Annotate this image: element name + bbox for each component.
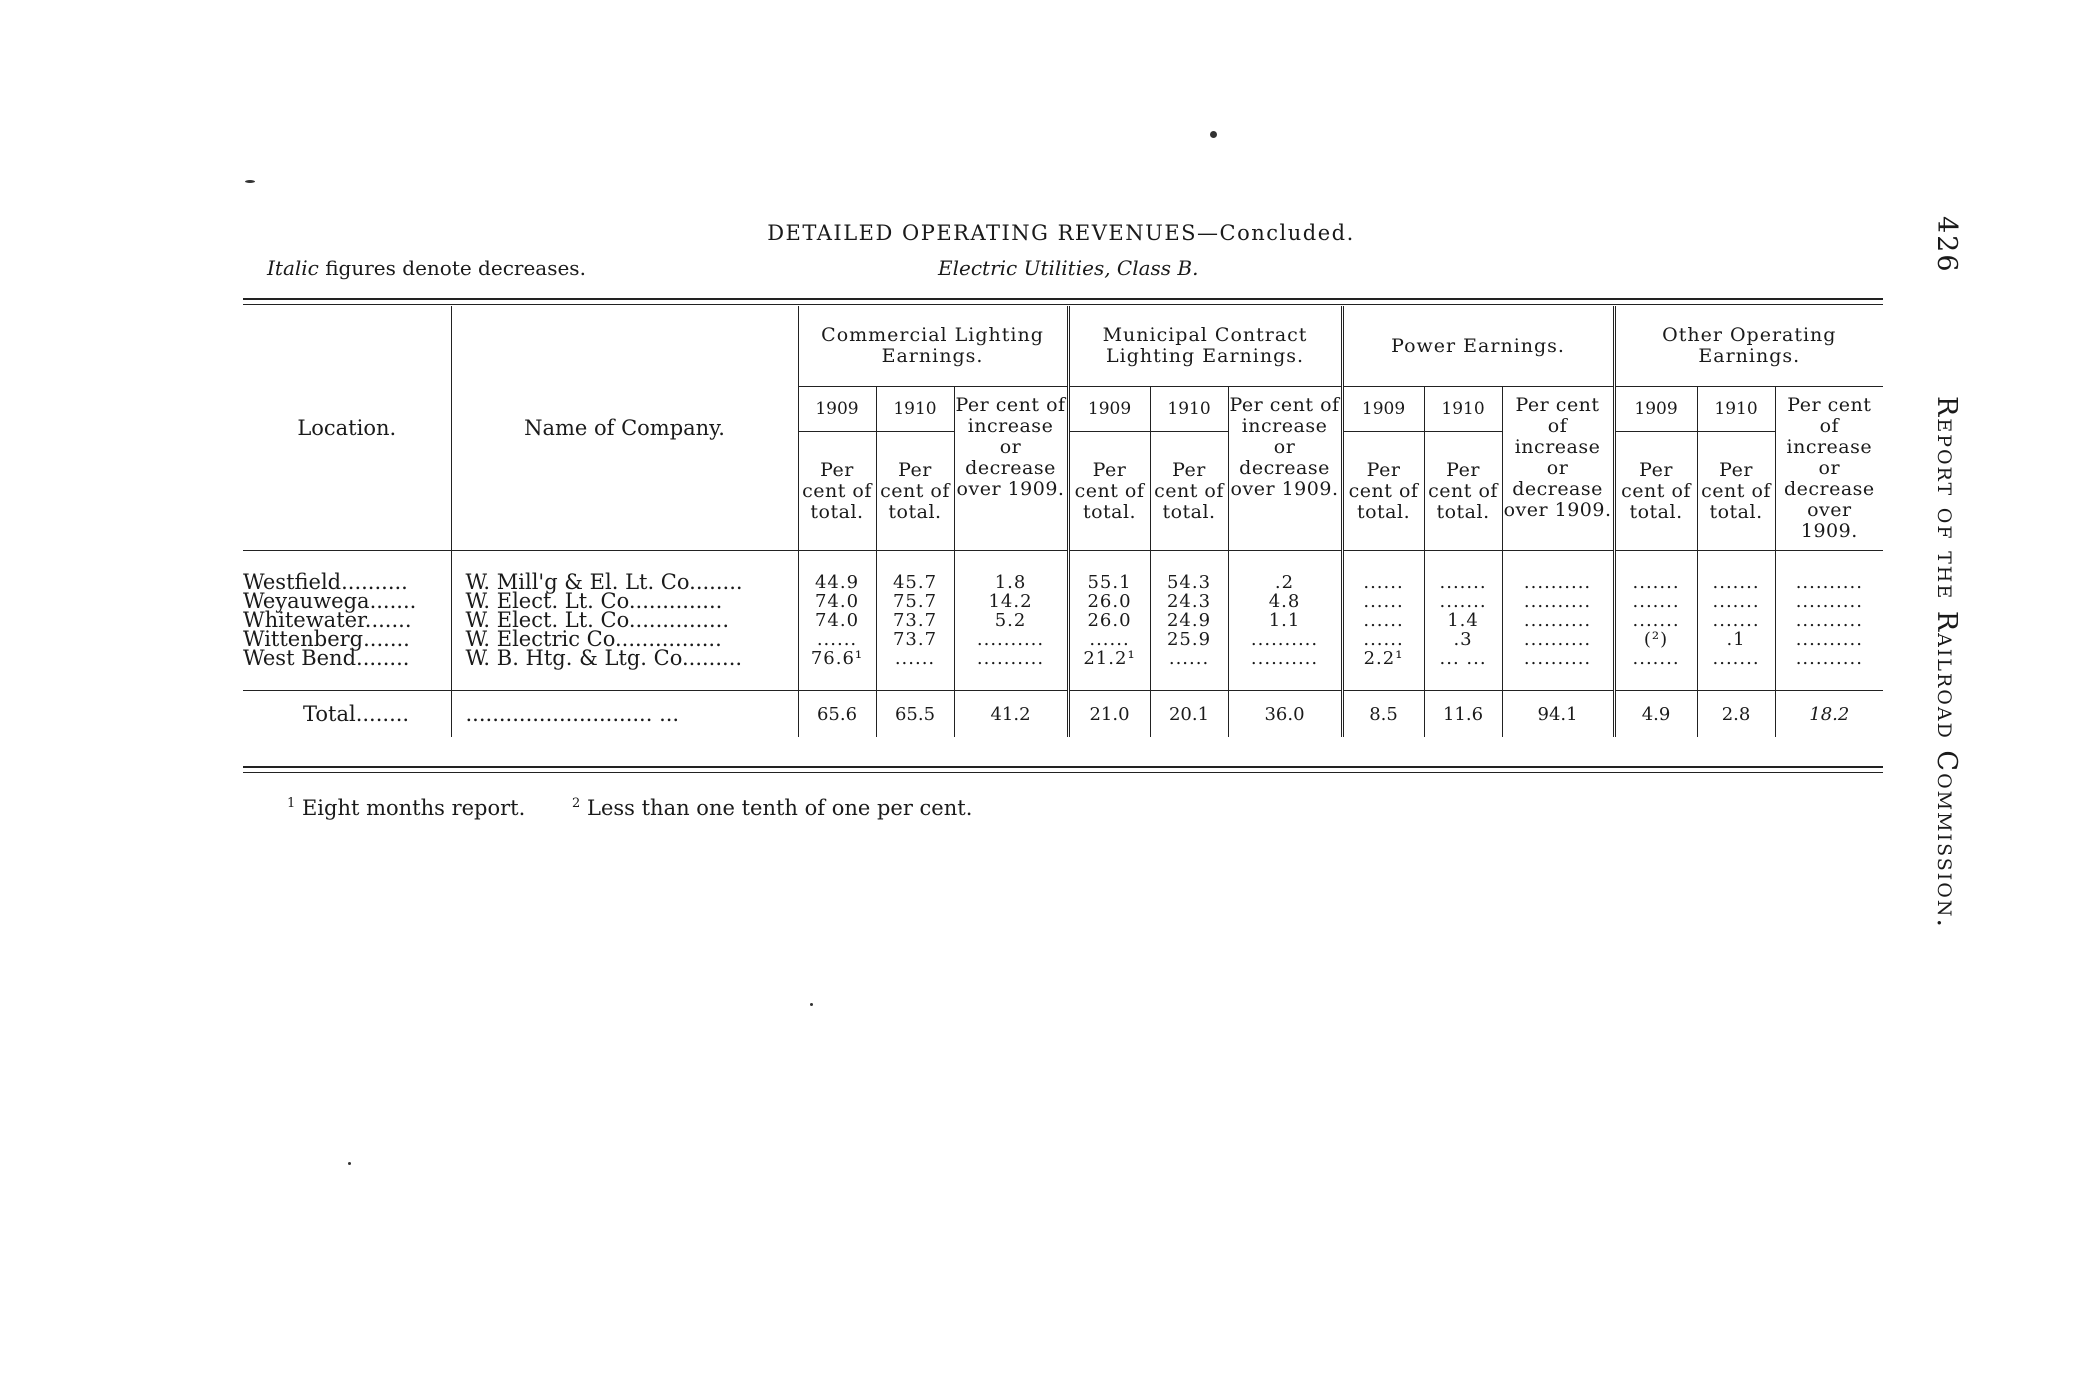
cell-other-1909: ....... <box>1614 649 1697 668</box>
cell-commercial-1910: 45.7 <box>876 573 954 592</box>
row-company: W. Elect. Lt. Co.............. <box>451 592 798 611</box>
footnote-2-text: Less than one tenth of one per cent. <box>587 796 973 820</box>
pct-of-total-header: Per cent of total. <box>1424 432 1502 551</box>
total-row <box>243 691 1883 738</box>
cell-power-1909: ...... <box>1342 573 1424 592</box>
row-location: Westfield.......... <box>243 570 408 594</box>
cell-municipal-1910: 25.9 <box>1150 630 1228 649</box>
header-location: Location. <box>243 306 451 551</box>
cell-municipal-1910: ...... <box>1150 649 1228 668</box>
total-label: Total........ <box>243 691 451 738</box>
cell-other-1910: ....... <box>1697 611 1775 630</box>
pct-of-total-header: Per cent of total. <box>1068 432 1150 551</box>
cell-commercial-1909: 74.0 <box>798 611 876 630</box>
change-header: Per cent of increase or decrease over 1909. <box>1502 387 1614 551</box>
cell-commercial-1909: 76.6¹ <box>798 649 876 668</box>
total-other-1910: 2.8 <box>1697 691 1775 738</box>
cell-municipal-change: 1.1 <box>1228 611 1342 630</box>
cell-power-1910: 1.4 <box>1424 611 1502 630</box>
year-1909: 1909 <box>1068 387 1150 432</box>
cell-power-1909: 2.2¹ <box>1342 649 1424 668</box>
scan-speck <box>810 1003 813 1006</box>
cell-commercial-1909: 74.0 <box>798 592 876 611</box>
cell-power-change: .......... <box>1502 592 1614 611</box>
cell-power-1909: ...... <box>1342 592 1424 611</box>
group-municipal-contract: Municipal Contract Lighting Earnings. <box>1068 306 1342 387</box>
pct-of-total-header: Per cent of total. <box>1614 432 1697 551</box>
table-body <box>243 551 1883 738</box>
year-1910: 1910 <box>1424 387 1502 432</box>
total-company-leader: ............................ ... <box>451 691 798 738</box>
cell-other-1909: ....... <box>1614 573 1697 592</box>
table-header <box>243 306 1883 551</box>
cell-commercial-1910: 73.7 <box>876 630 954 649</box>
group-other-operating: Other Operating Earnings. <box>1614 306 1883 387</box>
year-1909: 1909 <box>798 387 876 432</box>
pct-of-total-header: Per cent of total. <box>1150 432 1228 551</box>
pct-of-total-header: Per cent of total. <box>1697 432 1775 551</box>
cell-municipal-change: .2 <box>1228 573 1342 592</box>
row-company: W. B. Htg. & Ltg. Co......... <box>451 649 798 668</box>
pct-of-total-header: Per cent of total. <box>876 432 954 551</box>
cell-other-change: .......... <box>1775 649 1883 668</box>
cell-municipal-1909: 55.1 <box>1068 573 1150 592</box>
total-power-change: 94.1 <box>1502 691 1614 738</box>
cell-commercial-1910: ...... <box>876 649 954 668</box>
revenue-table-wrap <box>243 306 1883 737</box>
total-commercial-1910: 65.5 <box>876 691 954 738</box>
row-location: Whitewater....... <box>243 608 412 632</box>
top-rule <box>243 298 1883 300</box>
total-power-1909: 8.5 <box>1342 691 1424 738</box>
cell-power-change: .......... <box>1502 649 1614 668</box>
total-municipal-1910: 20.1 <box>1150 691 1228 738</box>
cell-commercial-change: 5.2 <box>954 611 1068 630</box>
cell-power-1910: .3 <box>1424 630 1502 649</box>
cell-other-change: .......... <box>1775 592 1883 611</box>
pct-of-total-header: Per cent of total. <box>798 432 876 551</box>
group-power: Power Earnings. <box>1342 306 1614 387</box>
cell-commercial-change: .......... <box>954 630 1068 649</box>
year-1910: 1910 <box>1150 387 1228 432</box>
total-other-1909: 4.9 <box>1614 691 1697 738</box>
cell-power-change: .......... <box>1502 573 1614 592</box>
page-number: 426 <box>1931 216 1962 274</box>
cell-other-1910: ....... <box>1697 592 1775 611</box>
change-header: Per cent of increase or decrease over 1909. <box>954 387 1068 551</box>
italic-note-rest: figures denote decreases. <box>325 256 586 280</box>
cell-commercial-1909: ...... <box>798 630 876 649</box>
total-municipal-change: 36.0 <box>1228 691 1342 738</box>
total-power-1910: 11.6 <box>1424 691 1502 738</box>
cell-commercial-change: 14.2 <box>954 592 1068 611</box>
italic-note <box>267 256 586 280</box>
spacer-row <box>243 668 1883 691</box>
cell-commercial-1909: 44.9 <box>798 573 876 592</box>
cell-power-1909: ...... <box>1342 630 1424 649</box>
cell-municipal-1909: 21.2¹ <box>1068 649 1150 668</box>
year-1909: 1909 <box>1342 387 1424 432</box>
change-header: Per cent of increase or decrease over 1909. <box>1775 387 1883 551</box>
cell-power-1910: ....... <box>1424 592 1502 611</box>
cell-other-1909: ....... <box>1614 592 1697 611</box>
cell-power-1909: ...... <box>1342 611 1424 630</box>
cell-power-change: .......... <box>1502 630 1614 649</box>
cell-power-1910: ... ... <box>1424 649 1502 668</box>
cell-municipal-1910: 24.3 <box>1150 592 1228 611</box>
footnote-1-text: Eight months report. <box>301 796 526 820</box>
year-1910: 1910 <box>1697 387 1775 432</box>
total-commercial-1909: 65.6 <box>798 691 876 738</box>
row-company: W. Mill'g & El. Lt. Co........ <box>451 573 798 592</box>
cell-other-1910: .1 <box>1697 630 1775 649</box>
change-header: Per cent of increase or decrease over 1909. <box>1228 387 1342 551</box>
scan-speck <box>245 180 255 183</box>
top-rule-thin <box>243 304 1883 305</box>
cell-municipal-1910: 24.9 <box>1150 611 1228 630</box>
row-location: Wittenberg....... <box>243 627 410 651</box>
cell-power-1910: ....... <box>1424 573 1502 592</box>
report-title: Report of the Railroad Commission. <box>1931 396 1962 930</box>
cell-municipal-1909: 26.0 <box>1068 611 1150 630</box>
total-other-change: 18.2 <box>1775 691 1883 738</box>
footnote-2-mark: 2 <box>572 796 581 811</box>
row-company: W. Electric Co................ <box>451 630 798 649</box>
cell-commercial-change: 1.8 <box>954 573 1068 592</box>
row-company: W. Elect. Lt. Co............... <box>451 611 798 630</box>
cell-other-1910: ....... <box>1697 649 1775 668</box>
cell-other-change: .......... <box>1775 611 1883 630</box>
cell-other-change: .......... <box>1775 573 1883 592</box>
cell-municipal-1909: 26.0 <box>1068 592 1150 611</box>
cell-other-change: .......... <box>1775 630 1883 649</box>
cell-other-1909: ....... <box>1614 611 1697 630</box>
table-subtitle: Electric Utilities, Class B. <box>938 256 1199 280</box>
bottom-rule-thin <box>243 772 1883 773</box>
year-1910: 1910 <box>876 387 954 432</box>
revenue-table <box>243 306 1883 737</box>
scan-speck <box>348 1162 351 1165</box>
footnote-1-mark: 1 <box>287 796 296 811</box>
side-running-head <box>1930 216 1990 1036</box>
cell-power-change: .......... <box>1502 611 1614 630</box>
row-location: Weyauwega....... <box>243 589 417 613</box>
cell-municipal-change: .......... <box>1228 630 1342 649</box>
scan-speck <box>1210 131 1217 138</box>
row-location: West Bend........ <box>243 646 410 670</box>
year-1909: 1909 <box>1614 387 1697 432</box>
cell-municipal-change: .......... <box>1228 649 1342 668</box>
cell-commercial-1910: 75.7 <box>876 592 954 611</box>
cell-other-1910: ....... <box>1697 573 1775 592</box>
group-commercial-lighting: Commercial Lighting Earnings. <box>798 306 1068 387</box>
cell-municipal-1909: ...... <box>1068 630 1150 649</box>
pct-of-total-header: Per cent of total. <box>1342 432 1424 551</box>
total-municipal-1909: 21.0 <box>1068 691 1150 738</box>
italic-note-word: Italic <box>267 256 319 280</box>
table-row <box>243 649 1883 668</box>
page-title: DETAILED OPERATING REVENUES—Concluded. <box>767 221 1355 245</box>
cell-municipal-change: 4.8 <box>1228 592 1342 611</box>
cell-municipal-1910: 54.3 <box>1150 573 1228 592</box>
total-commercial-change: 41.2 <box>954 691 1068 738</box>
cell-other-1909: (²) <box>1614 630 1697 649</box>
header-company: Name of Company. <box>451 306 798 551</box>
bottom-rule <box>243 766 1883 768</box>
cell-commercial-change: .......... <box>954 649 1068 668</box>
cell-commercial-1910: 73.7 <box>876 611 954 630</box>
footnotes <box>287 796 972 820</box>
